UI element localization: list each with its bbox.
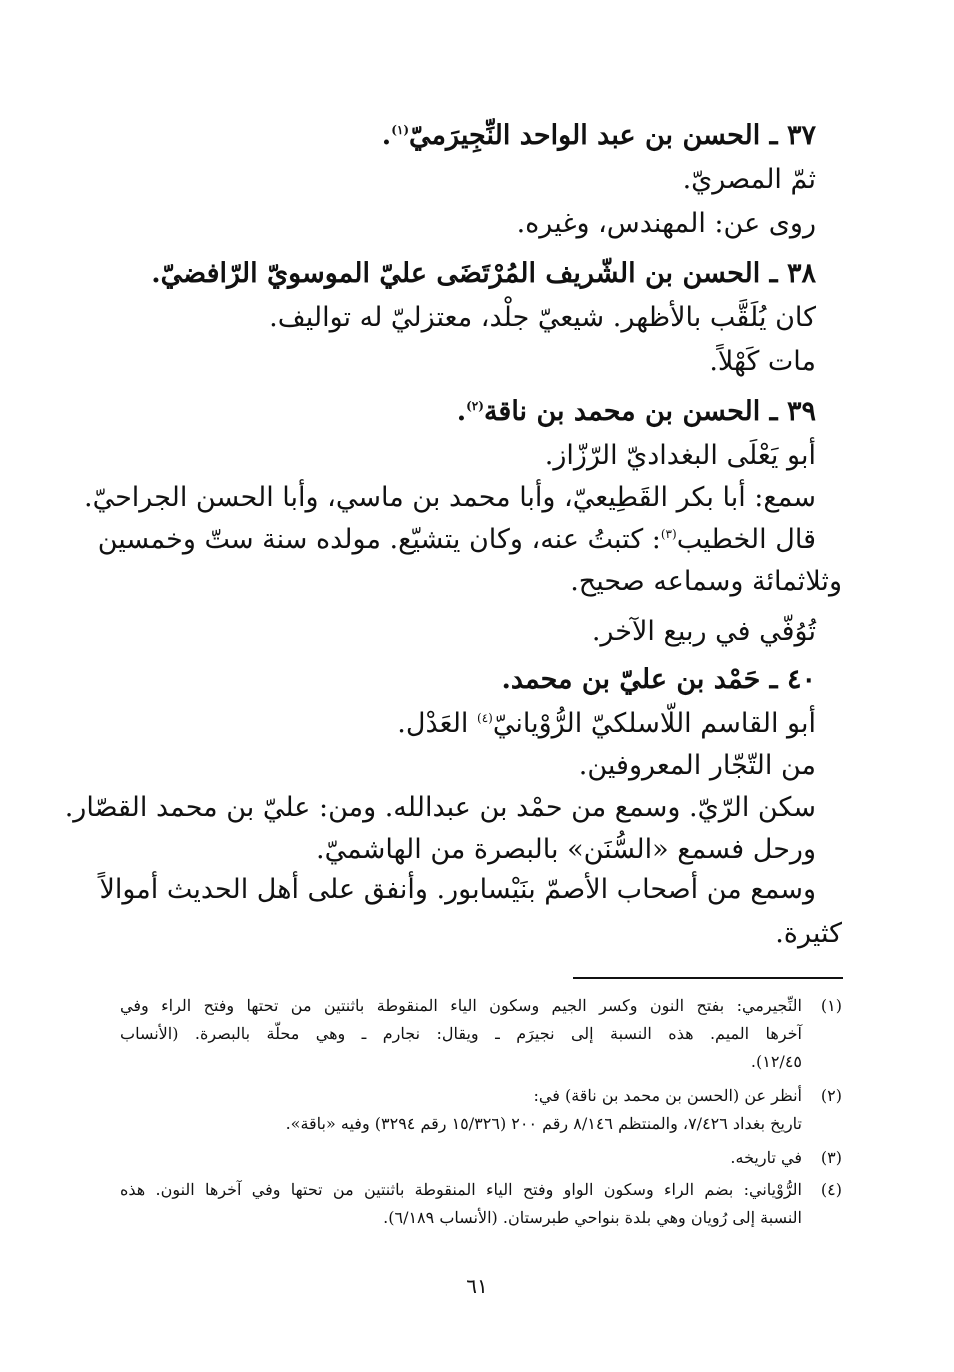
entry-40-line: ورحل فسمع «السُّنَن» بالبصرة من الهاشميّ. [316, 834, 816, 865]
footnote-text: في تاريخه. [730, 1148, 802, 1167]
entry-38-line: كان يُلَقَّب بالأظهر. شيعيّ جلْد، معتزليّ له تواليف. [269, 302, 816, 333]
entry-40-heading: ٤٠ ـ حَمْد بن عليّ بن محمد. [501, 664, 816, 695]
entry-38-line: مات كَهْلاً. [709, 346, 816, 377]
footnote-ref-3: (٣) [660, 527, 677, 541]
entry-37-heading: ٣٧ ـ الحسن بن عبد الواحد النِّجِيرَميّ$^{(١)}$. [381, 120, 816, 151]
footnote-ref-1: (١) [391, 123, 410, 137]
entry-40-text: العَدْل. [397, 708, 478, 739]
entry-37-line: روى عن: المهندس، وغيره. [516, 208, 816, 239]
footnote-2-line: تاريخ بغداد ٧/٤٢٦، والمنتظم ٨/١٤٦ رقم ٢٠٠ (١٥/٣٢٦ رقم ٣٢٩٤) وفيه «باقة». [285, 1114, 802, 1133]
footnote-ref-4: (٤) [477, 711, 493, 725]
footnote-number: (٣) [820, 1148, 842, 1167]
entry-37-title: ٣٧ ـ الحسن بن عبد الواحد النِّجِيرَميّ [409, 120, 816, 151]
entry-39-heading: ٣٩ ـ الحسن بن محمد بن ناقة$^{(٢)}$. [456, 396, 816, 427]
entry-40-text: أبو القاسم اللّاسلكيّ الرُّوْيانيّ [492, 708, 816, 739]
entry-40-line: كثيرة. [775, 918, 842, 949]
footnote-1-line: آخرها الميم. هذه النسبة إلى نجيرَم ـ ويقال: نجارم ـ وهي محلّة بالبصرة. (الأنساب [120, 1024, 802, 1043]
page-number: ٦١ [466, 1274, 488, 1298]
entry-39-line: أبو يَعْلَى البغداديّ الرّزّاز. [544, 440, 816, 471]
entry-39-title: ٣٩ ـ الحسن بن محمد بن ناقة [483, 396, 816, 427]
footnote-4 [120, 1176, 842, 1203]
entry-38-heading: ٣٨ ـ الحسن بن الشّريف المُرْتَضَى عليّ الموسويّ الرّافضيّ. [151, 258, 816, 289]
entry-39-text: : كتبتُ عنه، وكان يتشيّع. مولده سنة ستّ وخمسين [97, 524, 661, 555]
entry-40-line [397, 704, 816, 744]
footnote-text: الرُّوْياني: بضم الراء وسكون الواو وفتح الياء المنقوطة باثنتين من تحتها وفي آخرها النون. هذه [120, 1180, 802, 1199]
entry-39-text: قال الخطيب [676, 524, 816, 555]
entry-37-line: ثمّ المصريّ. [682, 164, 816, 195]
footnote-1 [120, 992, 842, 1019]
footnote-4-line: النسبة إلى رُويان وهي بلدة بنواحي طبرستان. (الأنساب ٦/١٨٩). [383, 1208, 802, 1227]
footnote-1-line: ١٢/٤٥). [750, 1052, 802, 1071]
footnote-2 [533, 1082, 842, 1109]
entry-39-line: سمع: أبا بكر القَطِيعيّ، وأبا محمد بن ماسي، وأبا الحسن الجراحيّ. [84, 482, 816, 513]
footnote-number: (٢) [820, 1086, 842, 1105]
footnote-divider [573, 977, 843, 979]
footnote-ref-2: (٢) [466, 399, 484, 413]
entry-40-line: من التّجّار المعروفين. [578, 750, 816, 781]
entry-39-line: وثلاثمائة وسماعه صحيح. [570, 566, 842, 597]
footnote-text: النِّجيرمي: بفتح النون وكسر الجيم وسكون الياء المنقوطة باثنتين من تحتها وفتح الراء وفي [120, 996, 802, 1015]
footnote-number: (١) [820, 996, 842, 1015]
footnote-number: (٤) [820, 1180, 842, 1199]
entry-40-line: وسمع من أصحاب الأصمّ بنَيْسابور. وأنفق على أهل الحديث أموالاً [99, 874, 816, 905]
entry-39-line [97, 520, 816, 560]
entry-40-line: سكن الرّيّ. وسمع من حمْد بن عبدالله. ومن: عليّ بن محمد القصّار. [64, 792, 816, 823]
entry-39-line: تُوُفّي في ربيع الآخر. [591, 616, 816, 647]
footnote-3 [730, 1144, 842, 1171]
footnote-text: أنظر عن (الحسن بن محمد بن ناقة) في: [533, 1086, 802, 1105]
